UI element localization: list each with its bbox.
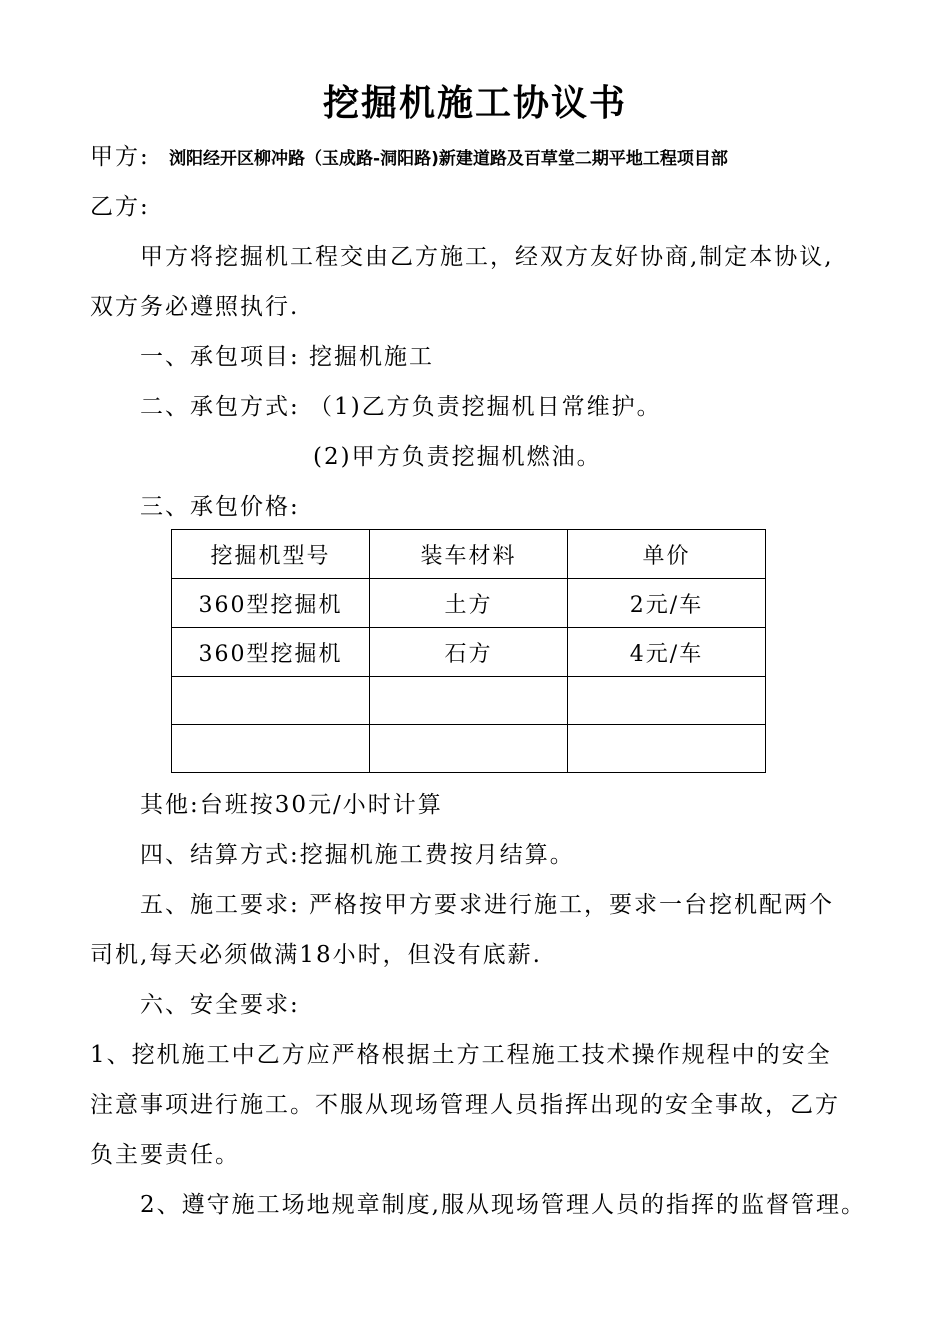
item-5-construction-requirements-line-2: 司机,每天必须做满18小时，但没有底薪. [90, 942, 542, 968]
intro-line-1: 甲方将挖掘机工程交由乙方施工，经双方友好协商,制定本协议, [140, 244, 834, 270]
table-header-cell: 装车材料 [370, 530, 568, 579]
table-header-cell: 挖掘机型号 [172, 530, 370, 579]
party-a-line [90, 142, 728, 174]
safety-clause-1-line-1: 1、挖机施工中乙方应严格根据土方工程施工技术操作规程中的安全 [90, 1042, 832, 1068]
other-terms: 其他:台班按30元/小时计算 [140, 792, 443, 818]
table-header-cell: 单价 [568, 530, 766, 579]
table-cell: 土方 [370, 579, 568, 628]
safety-clause-1-line-3: 负主要责任。 [90, 1142, 240, 1168]
item-1-contract-project: 一、承包项目: 挖掘机施工 [140, 344, 435, 370]
table-row [172, 725, 766, 773]
item-2-contract-method-line-2: (2)甲方负责挖掘机燃油。 [313, 444, 602, 470]
table-cell: 石方 [370, 628, 568, 677]
item-4-settlement-method: 四、结算方式:挖掘机施工费按月结算。 [140, 842, 575, 868]
table-cell [568, 677, 766, 725]
safety-clause-1-line-2: 注意事项进行施工。不服从现场管理人员指挥出现的安全事故，乙方 [90, 1092, 840, 1118]
item-2-contract-method-line-1: 二、承包方式: （1)乙方负责挖掘机日常维护。 [140, 394, 662, 420]
table-cell [172, 725, 370, 773]
safety-clause-2: 2、遵守施工场地规章制度,服从现场管理人员的指挥的监督管理。 [140, 1192, 866, 1218]
document-title: 挖掘机施工协议书 [322, 83, 627, 124]
party-a-label: 甲方: [90, 144, 150, 170]
table-cell [172, 677, 370, 725]
item-5-construction-requirements-line-1: 五、施工要求: 严格按甲方要求进行施工，要求一台挖机配两个 [140, 892, 835, 918]
party-a-name: 浏阳经开区柳冲路（玉成路-洞阳路)新建道路及百草堂二期平地工程项目部 [169, 149, 728, 169]
item-6-safety-requirements: 六、安全要求: [140, 992, 300, 1018]
table-header-row [172, 530, 766, 579]
table-cell [370, 725, 568, 773]
table-cell: 2元/车 [568, 579, 766, 628]
price-table [171, 529, 766, 773]
table-cell [370, 677, 568, 725]
item-3-contract-price: 三、承包价格: [140, 494, 300, 520]
table-cell: 360型挖掘机 [172, 628, 370, 677]
table-row [172, 628, 766, 677]
table-row [172, 677, 766, 725]
table-cell [568, 725, 766, 773]
table-cell: 360型挖掘机 [172, 579, 370, 628]
party-b-label: 乙方: [90, 194, 150, 220]
table-row [172, 579, 766, 628]
intro-line-2: 双方务必遵照执行. [90, 294, 300, 320]
table-cell: 4元/车 [568, 628, 766, 677]
